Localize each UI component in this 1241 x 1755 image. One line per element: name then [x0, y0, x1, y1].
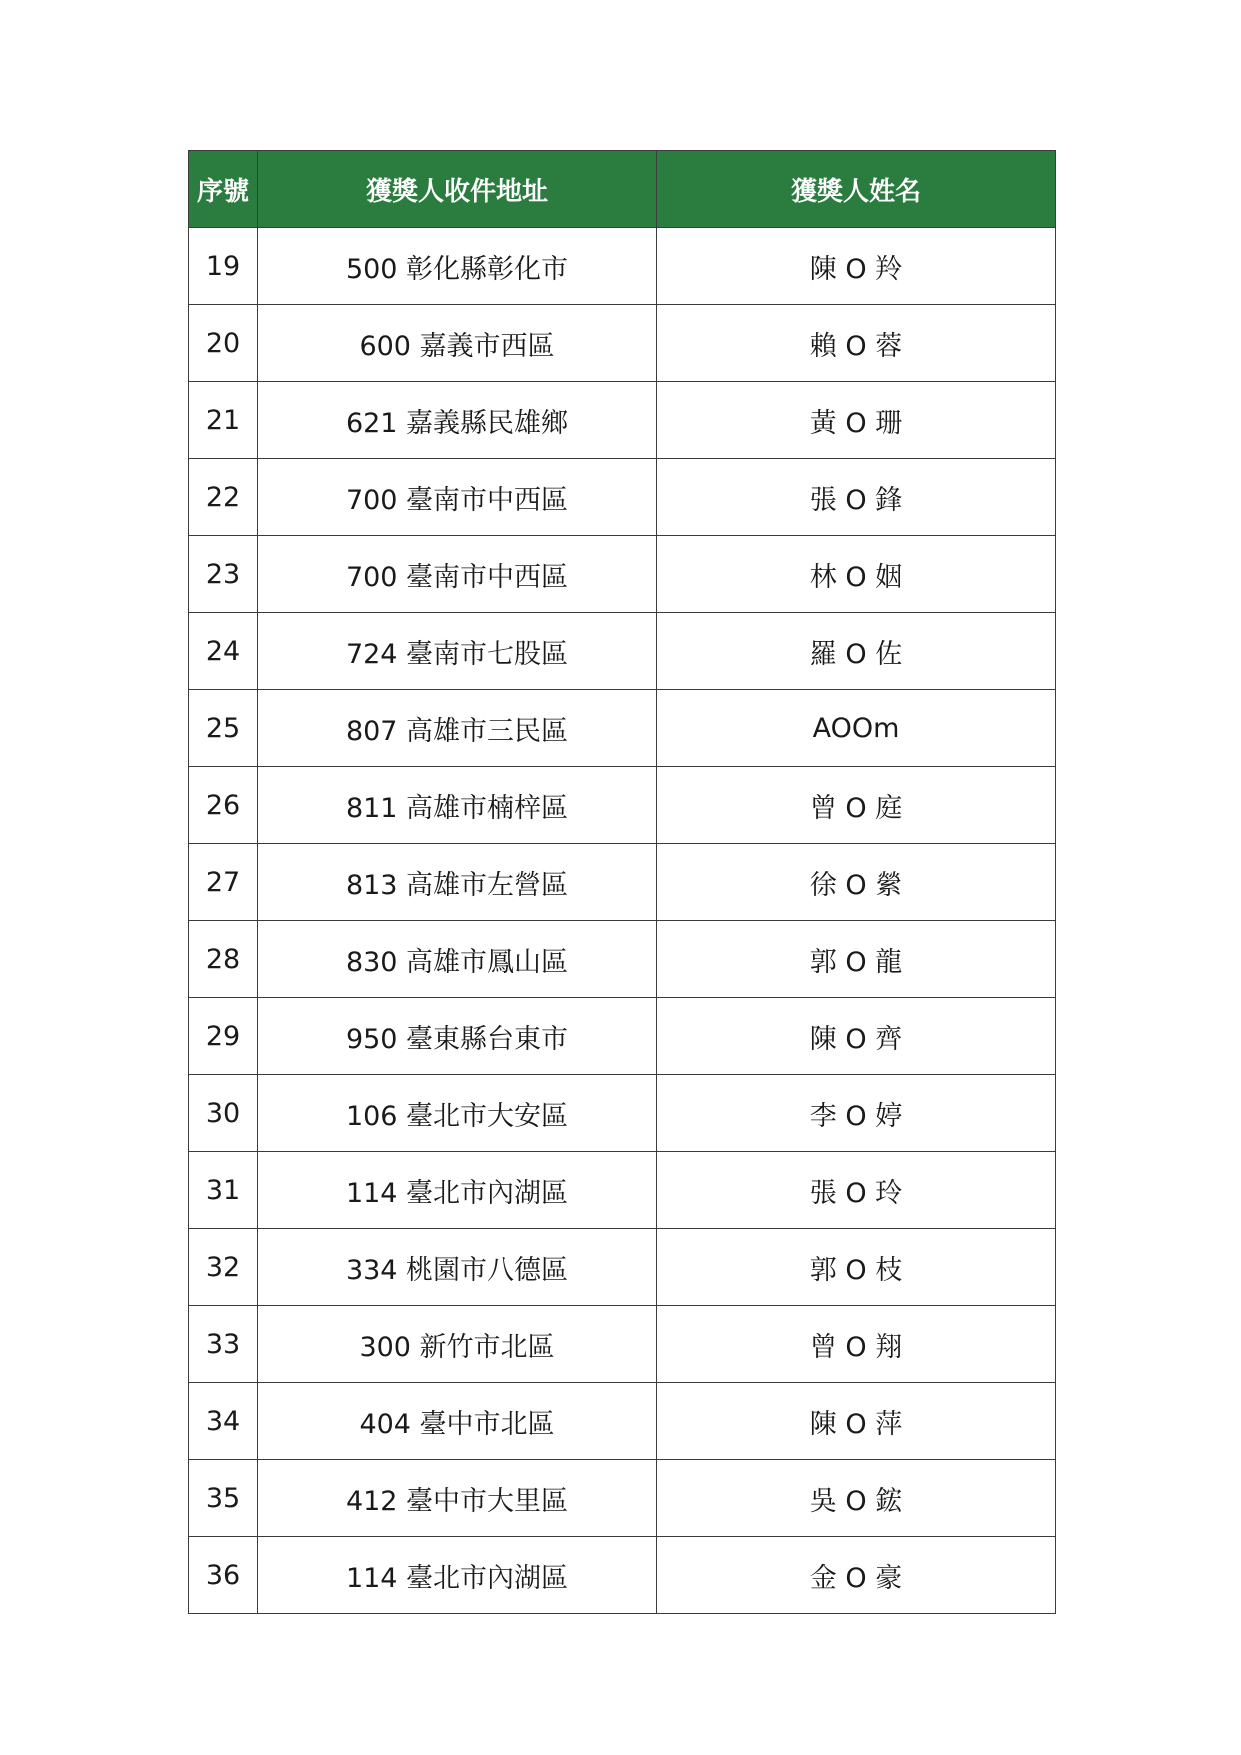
- cell-name: 郭 O 龍: [657, 921, 1056, 998]
- cell-name: 陳 O 羚: [657, 228, 1056, 305]
- cell-address: 106 臺北市大安區: [258, 1075, 657, 1152]
- table-row: [189, 305, 1056, 382]
- cell-name: 曾 O 庭: [657, 767, 1056, 844]
- header-address: 獲獎人收件地址: [258, 151, 657, 228]
- cell-name: 徐 O 縈: [657, 844, 1056, 921]
- cell-seq: 32: [189, 1229, 258, 1306]
- winners-table: [188, 150, 1056, 1614]
- cell-name: 李 O 婷: [657, 1075, 1056, 1152]
- table-row: [189, 844, 1056, 921]
- cell-seq: 30: [189, 1075, 258, 1152]
- cell-name: 張 O 玲: [657, 1152, 1056, 1229]
- table-row: [189, 228, 1056, 305]
- table-header-row: [189, 151, 1056, 228]
- cell-address: 600 嘉義市西區: [258, 305, 657, 382]
- cell-seq: 27: [189, 844, 258, 921]
- cell-address: 724 臺南市七股區: [258, 613, 657, 690]
- cell-address: 412 臺中市大里區: [258, 1460, 657, 1537]
- table-row: [189, 1075, 1056, 1152]
- cell-name: 黃 O 珊: [657, 382, 1056, 459]
- table-row: [189, 1229, 1056, 1306]
- cell-seq: 24: [189, 613, 258, 690]
- cell-address: 500 彰化縣彰化市: [258, 228, 657, 305]
- cell-address: 114 臺北市內湖區: [258, 1537, 657, 1614]
- cell-address: 950 臺東縣台東市: [258, 998, 657, 1075]
- cell-name: 陳 O 齊: [657, 998, 1056, 1075]
- cell-seq: 20: [189, 305, 258, 382]
- cell-name: 張 O 鋒: [657, 459, 1056, 536]
- cell-address: 404 臺中市北區: [258, 1383, 657, 1460]
- table-row: [189, 1460, 1056, 1537]
- table-row: [189, 690, 1056, 767]
- cell-address: 700 臺南市中西區: [258, 536, 657, 613]
- cell-seq: 25: [189, 690, 258, 767]
- cell-seq: 34: [189, 1383, 258, 1460]
- cell-seq: 28: [189, 921, 258, 998]
- cell-name: 郭 O 枝: [657, 1229, 1056, 1306]
- table-row: [189, 1537, 1056, 1614]
- cell-address: 807 高雄市三民區: [258, 690, 657, 767]
- table-row: [189, 1383, 1056, 1460]
- cell-seq: 21: [189, 382, 258, 459]
- cell-name: 陳 O 萍: [657, 1383, 1056, 1460]
- cell-seq: 35: [189, 1460, 258, 1537]
- cell-address: 811 高雄市楠梓區: [258, 767, 657, 844]
- header-seq: 序號: [189, 151, 258, 228]
- cell-address: 813 高雄市左營區: [258, 844, 657, 921]
- cell-address: 700 臺南市中西區: [258, 459, 657, 536]
- table-row: [189, 998, 1056, 1075]
- cell-address: 621 嘉義縣民雄鄉: [258, 382, 657, 459]
- table-row: [189, 613, 1056, 690]
- cell-seq: 23: [189, 536, 258, 613]
- cell-address: 334 桃園市八德區: [258, 1229, 657, 1306]
- cell-name: AOOm: [657, 690, 1056, 767]
- cell-seq: 31: [189, 1152, 258, 1229]
- cell-seq: 19: [189, 228, 258, 305]
- cell-name: 林 O 姻: [657, 536, 1056, 613]
- cell-seq: 29: [189, 998, 258, 1075]
- table-row: [189, 1152, 1056, 1229]
- table-row: [189, 1306, 1056, 1383]
- cell-seq: 33: [189, 1306, 258, 1383]
- cell-seq: 22: [189, 459, 258, 536]
- table-row: [189, 459, 1056, 536]
- cell-address: 114 臺北市內湖區: [258, 1152, 657, 1229]
- winners-sheet: [188, 150, 1055, 1614]
- cell-name: 金 O 豪: [657, 1537, 1056, 1614]
- table-row: [189, 382, 1056, 459]
- table-row: [189, 536, 1056, 613]
- cell-name: 羅 O 佐: [657, 613, 1056, 690]
- cell-seq: 26: [189, 767, 258, 844]
- table-row: [189, 767, 1056, 844]
- cell-name: 曾 O 翔: [657, 1306, 1056, 1383]
- cell-address: 300 新竹市北區: [258, 1306, 657, 1383]
- cell-address: 830 高雄市鳳山區: [258, 921, 657, 998]
- header-name: 獲獎人姓名: [657, 151, 1056, 228]
- cell-name: 吳 O 鋐: [657, 1460, 1056, 1537]
- cell-seq: 36: [189, 1537, 258, 1614]
- table-row: [189, 921, 1056, 998]
- cell-name: 賴 O 蓉: [657, 305, 1056, 382]
